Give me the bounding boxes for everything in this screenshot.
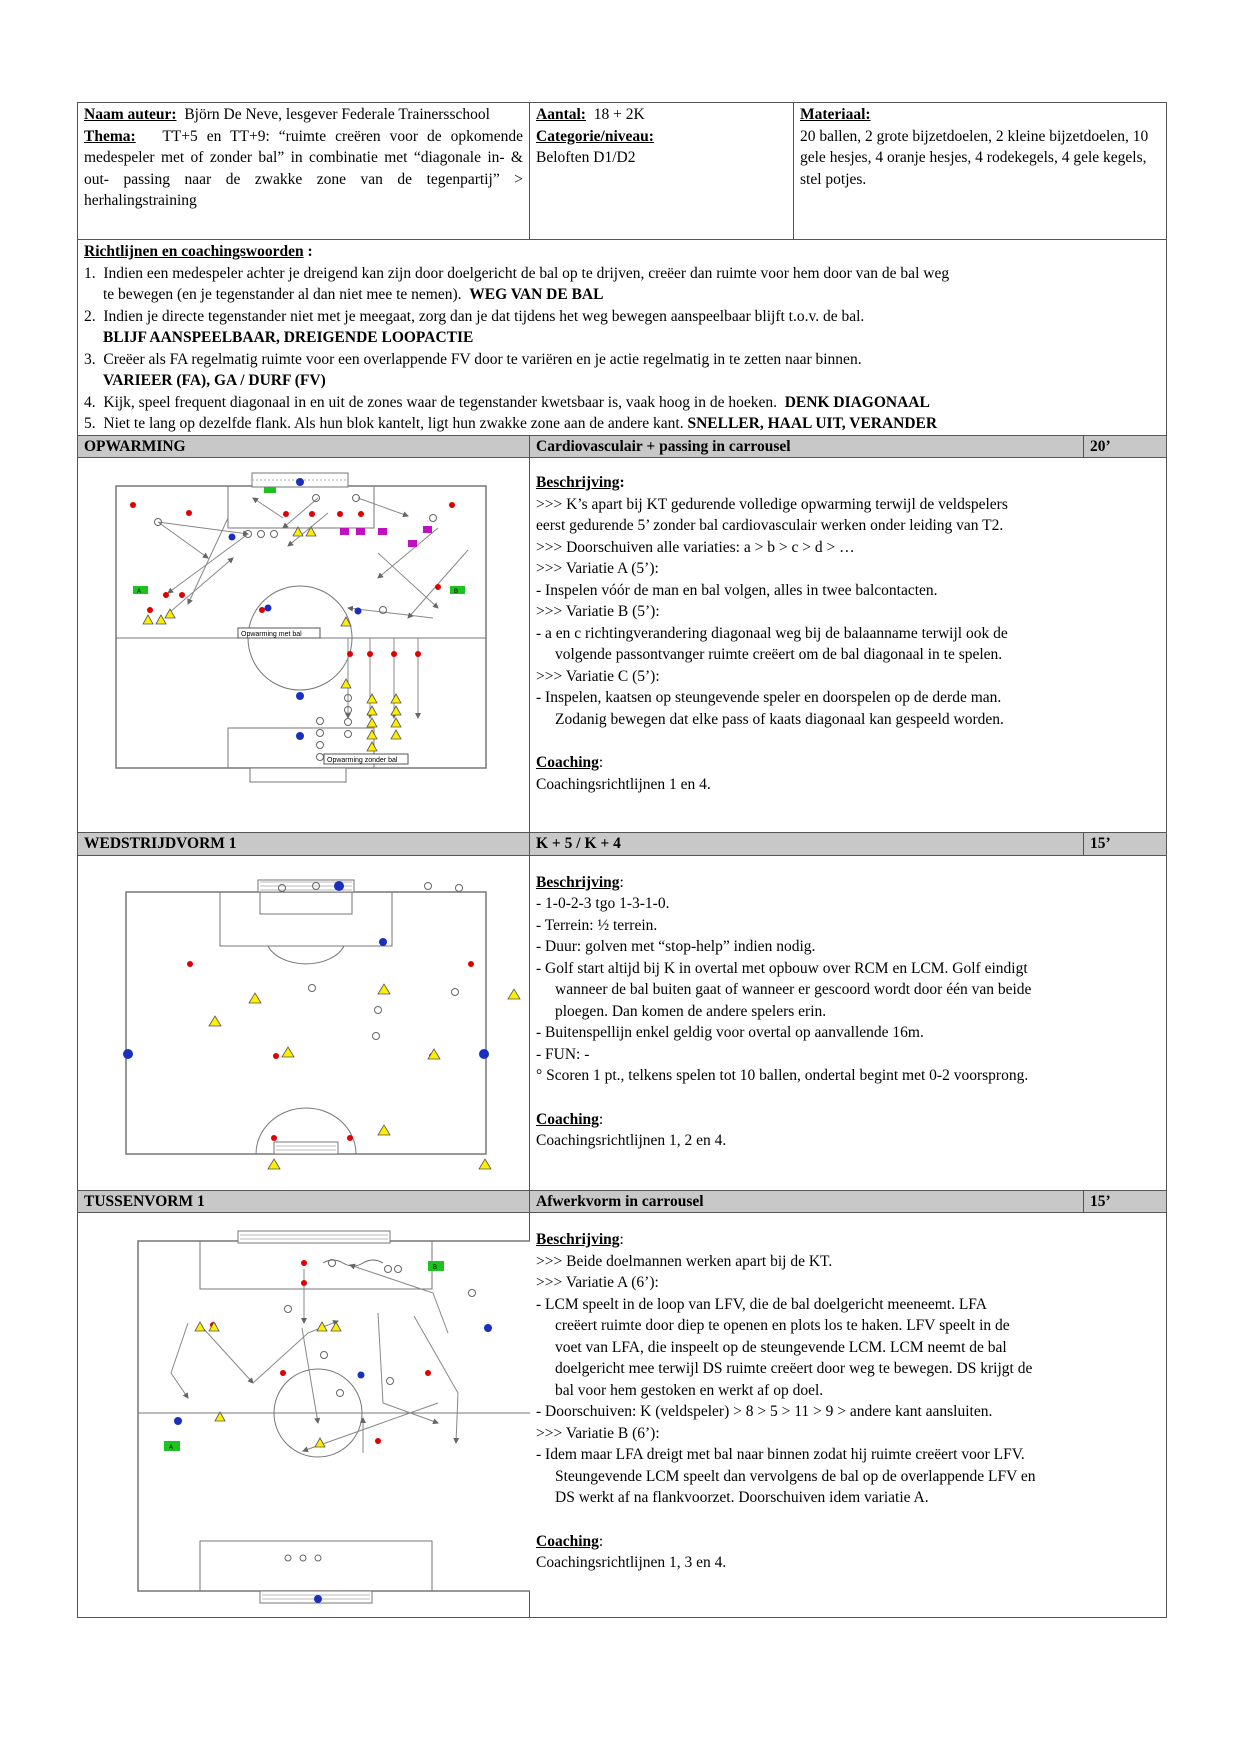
category-value: Beloften D1/D2 <box>536 149 636 166</box>
goal-bottom <box>250 768 346 782</box>
coaching-label: Coaching <box>536 1532 599 1550</box>
section-time: 20’ <box>1084 435 1167 458</box>
desc-line: - a en c richtingverandering diagonaal weg bij de balaanname terwijl ook de <box>536 624 1008 642</box>
guideline-3: 3. Creëer als FA regelmatig ruimte voor een overlappende FV door te variëren en je actie regelmatig in te zetten naar binnen. <box>84 350 862 368</box>
meta-row <box>78 103 1167 240</box>
description-cell-tussenvorm: Beschrijving: >>> Beide doelmannen werken apart bij de KT. >>> Variatie A (6’): - LCM speelt in de loop van LFV, die de bal doelgericht meeneemt. LFA creëert ruimte door diep te openen en plots los te haken. LFV speelt in de voet van LFA, die inspeelt op de steungevende LCM. LCM neemt de bal doelgericht mee terwijl DS ruimte creëert door weg te bewegen. DS krijgt de bal voor hem gestoken en werkt af op doel. - Doorschuiven: K (veldspeler) > 8 > 5 > 11 > 9 > andere kant aansluiten. >>> Variatie B (6’): - Idem maar LFA dreigt met bal naar binnen zodat hij ruimte creëert voor LFV. Steungevende LCM speelt dan vervolgens de bal op de overlappende LFV en DS werkt af na flankvoorzet. Doorschuiven idem variatie A. Coaching: Coachingsrichtlijnen 1, 3 en 4. <box>530 1213 1167 1618</box>
desc-line: - Inspelen, kaatsen op steungevende speler en doorspelen op de derde man. <box>536 689 1002 706</box>
count-value: 18 + 2K <box>593 106 645 123</box>
warmup-diagram <box>78 458 530 831</box>
desc-line: - Idem maar LFA dreigt met bal naar binnen zodat hij ruimte creëert voor LFV. <box>536 1446 1025 1463</box>
pitch-outline <box>126 892 486 1154</box>
label-with-ball: Opwarming met bal <box>241 631 302 638</box>
desc-line: creëert ruimte door diep te openen en plots los te haken. LFV speelt in de <box>555 1317 1010 1334</box>
coaching-label: Coaching <box>536 754 599 771</box>
desc-line: eerst gedurende 5’ zonder bal cardiovasculair werken onder leiding van T2. <box>536 517 1004 534</box>
section-body-opwarming <box>78 458 1167 833</box>
guideline-1-keyword: WEG VAN DE BAL <box>469 286 604 303</box>
category-label: Categorie/niveau: <box>536 127 654 145</box>
desc-line: ° Scoren 1 pt., telkens spelen tot 10 ballen, ondertal begint met 0-2 voorsprong. <box>536 1067 1029 1084</box>
desc-line: ploegen. Dan komen de andere spelers erin. <box>555 1002 827 1020</box>
guidelines-cell <box>78 240 1167 436</box>
pitch-outline <box>138 1241 530 1591</box>
description-cell-wedstrijdvorm: Beschrijving: - 1-0-2-3 tgo 1-3-1-0. - Terrein: ½ terrein. - Duur: golven met “stop-help” indien nodig. - Golf start altijd bij K in overtal met opbouw over RCM en LCM. Golf eindigt wanneer de bal buiten gaat of wanneer er gescoord wordt door één van beide ploegen. Dan komen de andere spelers erin. - Buitenspellijn enkel geldig voor overtal op aanvallende 16m. - FUN: - ° Scoren 1 pt., telkens spelen tot 10 ballen, ondertal begint met 0-2 voorsprong. Coaching: Coachingsrichtlijnen 1, 2 en 4. <box>530 855 1167 1190</box>
desc-line: doelgericht mee terwijl DS ruimte creëert door weg te bewegen. DS krijgt de <box>555 1360 1033 1377</box>
guideline-4-keyword: DENK DIAGONAAL <box>784 393 930 411</box>
desc-line: - FUN: - <box>536 1045 590 1063</box>
material-cell <box>794 103 1167 240</box>
guideline-2: 2. Indien je directe tegenstander niet met je meegaat, zorg dan je dat tijdens het weg bewegen aanspeelbaar blijft t.o.v. de bal. <box>84 307 865 325</box>
section-body-tussenvorm <box>78 1213 1167 1618</box>
guideline-1: 1. Indien een medespeler achter je dreigend kan zijn door doelgericht de bal op te drijven, creëer dan ruimte voor hem door van de bal weg <box>84 264 950 282</box>
desc-line: - Terrein: ½ terrein. <box>536 916 658 934</box>
section-body-wedstrijdvorm <box>78 855 1167 1190</box>
guidelines-title: Richtlijnen en coachingswoorden <box>84 243 304 260</box>
session-table <box>77 102 1167 1618</box>
count-label: Aantal: <box>536 106 586 123</box>
svg-text:B: B <box>454 589 459 595</box>
desc-line: bal voor hem gestoken en werkt af op doel. <box>555 1381 824 1399</box>
coaching-text: Coachingsrichtlijnen 1 en 4. <box>536 775 711 793</box>
desc-label: Beschrijving <box>536 474 620 491</box>
section-title: K + 5 / K + 4 <box>530 833 1084 856</box>
finishing-diagram <box>78 1213 530 1616</box>
desc-line: - Duur: golven met “stop-help” indien nodig. <box>536 938 816 955</box>
section-header-tussenvorm <box>78 1190 1167 1213</box>
section-name: OPWARMING <box>78 435 530 458</box>
desc-line: >>> Variatie B (6’): <box>536 1424 660 1442</box>
desc-line: >>> Variatie B (5’): <box>536 603 660 620</box>
guideline-4: 4. Kijk, speel frequent diagonaal in en uit de zones waar de tegenstander kwetsbaar is, vaak hoog in de hoeken. DENK DIAGONAAL <box>84 393 930 411</box>
desc-line: volgende passontvanger ruimte creëert om de bal diagonaal in te spelen. <box>555 646 1003 663</box>
desc-line: >>> Variatie A (6’): <box>536 1274 659 1291</box>
section-header-opwarming <box>78 435 1167 458</box>
desc-line: wanneer de bal buiten gaat of wanneer er gescoord wordt door één van beide <box>555 981 1032 998</box>
section-header-wedstrijdvorm <box>78 833 1167 856</box>
author-label: Naam auteur: <box>84 106 177 123</box>
desc-line: >>> Variatie A (5’): <box>536 560 659 577</box>
desc-line: Zodanig bewegen dat elke pass of kaats diagonaal kan gespeeld worden. <box>555 710 1004 728</box>
desc-line: Steungevende LCM speelt dan vervolgens de bal op de overlappende LFV en <box>555 1467 1036 1485</box>
guideline-2-keyword: BLIJF AANSPEELBAAR, DREIGENDE LOOPACTIE <box>103 329 474 346</box>
guidelines-colon: : <box>303 243 313 260</box>
guideline-5: 5. Niet te lang op dezelfde flank. Als hun blok kantelt, ligt hun zwakke zone aan de andere kant. SNELLER, HAAL UIT, VERANDER <box>84 415 938 432</box>
desc-label: Beschrijving <box>536 1231 620 1248</box>
section-time: 15’ <box>1084 833 1167 856</box>
section-title: Afwerkvorm in carrousel <box>530 1190 1084 1213</box>
desc-line: DS werkt af na flankvoorzet. Doorschuiven idem variatie A. <box>555 1489 929 1506</box>
section-name: TUSSENVORM 1 <box>78 1190 530 1213</box>
coaching-text: Coachingsrichtlijnen 1, 3 en 4. <box>536 1554 727 1571</box>
desc-line: >>> Variatie C (5’): <box>536 667 660 685</box>
match-form-diagram <box>78 856 530 1189</box>
author-theme-cell <box>78 103 530 240</box>
desc-line: - 1-0-2-3 tgo 1-3-1-0. <box>536 895 670 912</box>
desc-line: - Golf start altijd bij K in overtal met opbouw over RCM en LCM. Golf eindigt <box>536 959 1028 977</box>
section-title: Cardiovasculair + passing in carrousel <box>530 435 1084 458</box>
theme-label: Thema: <box>84 127 136 145</box>
material-value: 20 ballen, 2 grote bijzetdoelen, 2 kleine bijzetdoelen, 10 gele hesjes, 4 oranje hesjes, 4 rodekegels, 4 gele kegels, stel potjes. <box>800 127 1149 188</box>
guideline-1-cont: te bewegen (en je tegenstander al dan niet mee te nemen). WEG VAN DE BAL <box>103 286 604 303</box>
marker-c <box>264 487 276 493</box>
author-value: Björn De Neve, lesgever Federale Trainersschool <box>184 106 490 123</box>
diagram-cell-wedstrijdvorm <box>78 855 530 1190</box>
desc-line: - LCM speelt in de loop van LFV, die de bal doelgericht meeneemt. LFA <box>536 1295 987 1313</box>
svg-text:B: B <box>433 1265 438 1271</box>
coaching-label: Coaching <box>536 1110 599 1128</box>
desc-line: - Inspelen vóór de man en bal volgen, alles in twee balcontacten. <box>536 581 938 599</box>
section-name: WEDSTRIJDVORM 1 <box>78 833 530 856</box>
diagram-cell-opwarming <box>78 458 530 833</box>
svg-text:A: A <box>137 589 142 595</box>
guideline-3-keyword: VARIEER (FA), GA / DURF (FV) <box>103 372 326 389</box>
description-cell-opwarming: Beschrijving: >>> K’s apart bij KT gedurende volledige opwarming terwijl de veldspelers eerst gedurende 5’ zonder bal cardiovasculair werken onder leiding van T2. >>> Doorschuiven alle variaties: a > b > c > d > … >>> Variatie A (5’): - Inspelen vóór de man en bal volgen, alles in twee balcontacten. >>> Variatie B (5’): - a en c richtingverandering diagonaal weg bij de balaanname terwijl ook de volgende passontvanger ruimte creëert om de bal diagonaal in te spelen. >>> Variatie C (5’): - Inspelen, kaatsen op steungevende speler en doorspelen op de derde man. Zodanig bewegen dat elke pass of kaats diagonaal kan gespeeld worden. Coaching: Coachingsrichtlijnen 1 en 4. <box>530 458 1167 833</box>
goal-top <box>238 1231 390 1243</box>
desc-label: Beschrijving <box>536 873 620 891</box>
small-goal <box>274 1142 338 1154</box>
guidelines-row <box>78 240 1167 436</box>
session-sheet <box>77 102 1166 1618</box>
material-label: Materiaal: <box>800 106 871 123</box>
section-time: 15’ <box>1084 1190 1167 1213</box>
coaching-text: Coachingsrichtlijnen 1, 2 en 4. <box>536 1132 727 1149</box>
desc-line: >>> K’s apart bij KT gedurende volledige opwarming terwijl de veldspelers <box>536 495 1008 513</box>
diagram-cell-tussenvorm <box>78 1213 530 1618</box>
guideline-5-keyword: SNELLER, HAAL UIT, VERANDER <box>687 415 938 432</box>
desc-line: >>> Beide doelmannen werken apart bij de KT. <box>536 1252 833 1270</box>
svg-text:A: A <box>169 1445 174 1451</box>
desc-line: - Doorschuiven: K (veldspeler) > 8 > 5 > 11 > 9 > andere kant aansluiten. <box>536 1403 993 1420</box>
theme-value: TT+5 en TT+9: “ruimte creëren voor de opkomende medespeler met of zonder bal” in combinatie met “diagonale in- & out- passing naar de zwakke zone van de tegenpartij” > herhalingstraining <box>84 127 523 209</box>
desc-line: voet van LFA, die inspeelt op de steungevende LCM. LCM neemt de bal <box>555 1338 1007 1356</box>
desc-line: >>> Doorschuiven alle variaties: a > b > c > d > … <box>536 538 855 556</box>
count-category-cell <box>530 103 794 240</box>
label-without-ball: Opwarming zonder bal <box>327 757 398 764</box>
desc-line: - Buitenspellijn enkel geldig voor overtal op aanvallende 16m. <box>536 1024 924 1041</box>
